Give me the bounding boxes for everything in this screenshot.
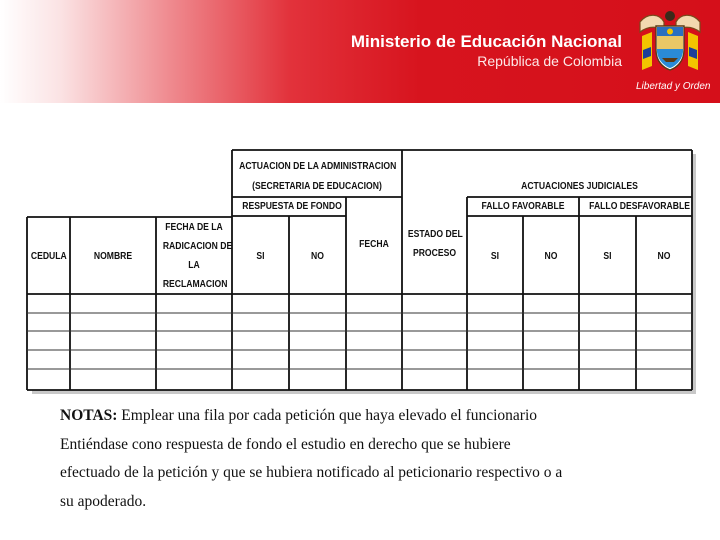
col-si-3: SI: [603, 250, 612, 262]
group-admin-line2: (SECRETARIA DE EDUCACION): [252, 180, 382, 192]
col-estado-l2: PROCESO: [412, 247, 457, 259]
col-si-2: SI: [490, 250, 500, 262]
notes-line-1: [60, 402, 680, 431]
ministry-title: Ministerio de Educación Nacional: [350, 32, 622, 51]
col-no-1: NO: [311, 250, 324, 262]
col-cedula: CEDULA: [30, 250, 67, 262]
col-estado-l1: ESTADO DEL: [407, 228, 463, 240]
fallo-favorable-header: FALLO FAVORABLE: [481, 200, 565, 212]
col-fecha-radicacion-l1: FECHA DE LA: [165, 221, 223, 233]
notes-line-4: su apoderado.: [60, 492, 147, 510]
notes-line-2: Entiéndase cono respuesta de fondo el estudio en derecho que se hubiere: [60, 435, 511, 453]
col-fecha: FECHA: [359, 238, 389, 250]
respuesta-fondo-header: RESPUESTA DE FONDO: [242, 200, 342, 212]
notes-block: [60, 402, 680, 516]
group-admin-line1: ACTUACION DE LA ADMINISTRACION: [239, 160, 397, 172]
notes-line-3: efectuado de la petición y que se hubiera notificado al peticionario respectivo o a: [60, 464, 563, 481]
notes-label: NOTAS:: [60, 407, 118, 424]
col-no-3: NO: [657, 250, 671, 262]
col-fecha-radicacion-l3: LA: [188, 259, 200, 271]
col-fecha-radicacion-l4: RECLAMACION: [162, 278, 228, 290]
fallo-desfavorable-header: FALLO DESFAVORABLE: [589, 200, 690, 212]
motto-text: Libertad y Orden: [636, 81, 711, 92]
col-no-2: NO: [544, 250, 558, 262]
col-si-1: SI: [256, 250, 265, 262]
col-nombre: NOMBRE: [93, 250, 133, 262]
col-fecha-radicacion-l2: RADICACION DE: [162, 240, 233, 252]
notes-line-1-text: Emplear una fila por cada petición que haya elevado el funcionario: [117, 407, 538, 424]
republic-subtitle: República de Colombia: [477, 53, 622, 69]
group-judicial: ACTUACIONES JUDICIALES: [521, 180, 638, 192]
